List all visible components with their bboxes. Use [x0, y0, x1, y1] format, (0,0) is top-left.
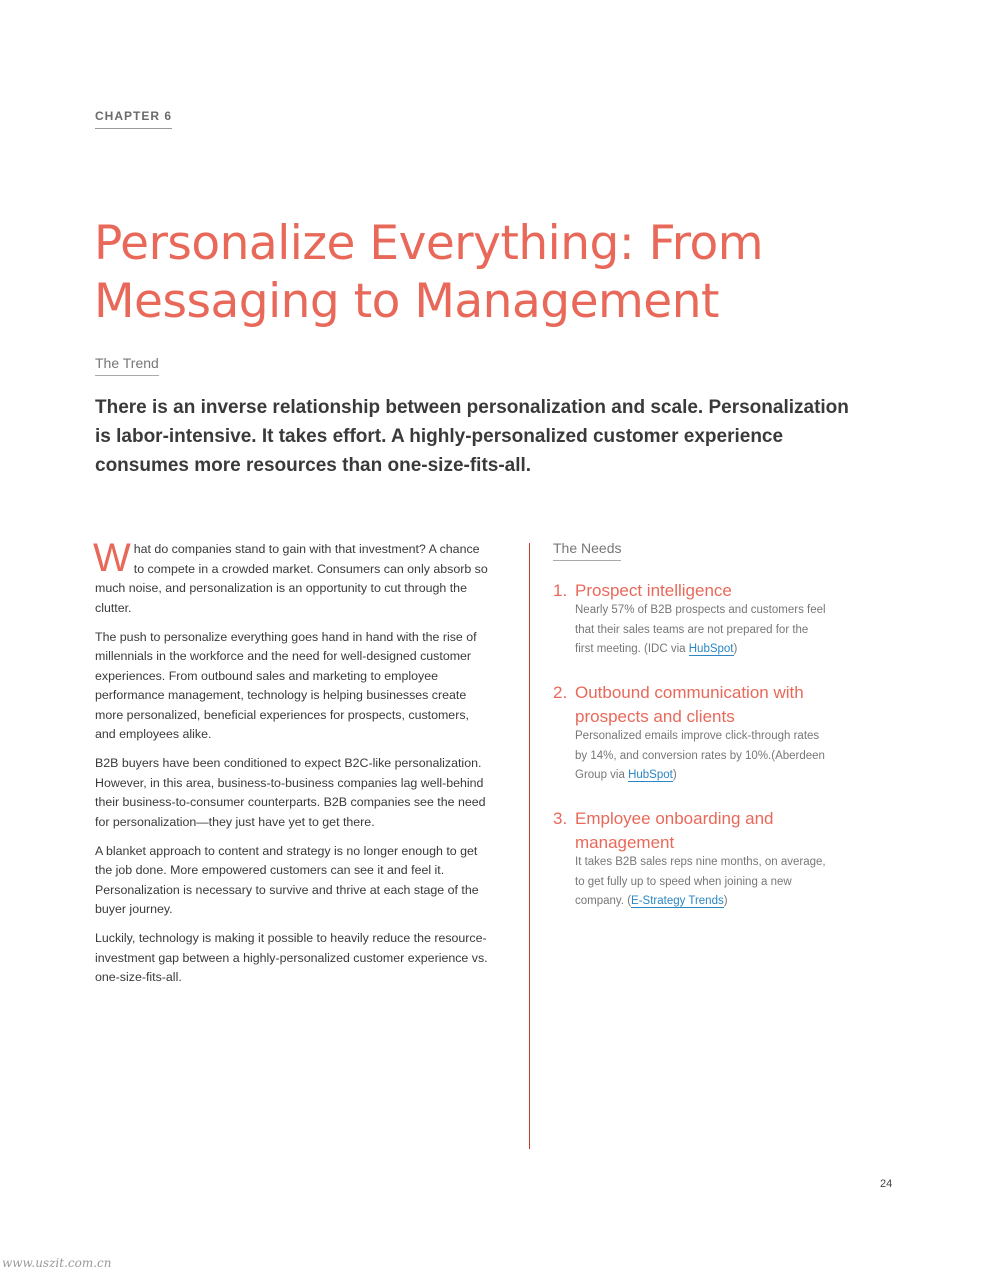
- need-body-2-text: Personalized emails improve click-through rates by 14%, and conversion rates by 10%.(Aberdeen Group via: [575, 730, 825, 781]
- need-body-2: [575, 727, 830, 786]
- need-body-1: [575, 601, 830, 660]
- chapter-label: CHAPTER 6: [95, 109, 172, 129]
- page-title: Personalize Everything: From Messaging to Management: [94, 216, 764, 329]
- need-source-link-1[interactable]: HubSpot: [688, 643, 734, 655]
- needs-label: The Needs: [553, 540, 621, 561]
- need-number-3: 3.: [553, 809, 568, 828]
- body-paragraph-5: Luckily, technology is making it possible to heavily reduce the resource-investment gap between a highly-personalized customer experience vs. one-size-fits-all.: [95, 931, 488, 984]
- trend-lede: There is an inverse relationship between personalization and scale. Personalization is labor-intensive. It takes effort. A highly-personalized customer experience consumes more resources than one-size-fits-all.: [95, 397, 849, 476]
- need-title-3: Employee onboarding and management: [575, 809, 774, 852]
- need-number-2: 2.: [553, 683, 568, 702]
- body-paragraph-1: [93, 536, 490, 618]
- trend-label: The Trend: [95, 355, 159, 376]
- need-body-2-end: ): [672, 769, 677, 781]
- need-number-1: 1.: [553, 581, 568, 600]
- need-body-3-text: It takes B2B sales reps nine months, on average, to get fully up to speed when joining a new company. (: [575, 856, 826, 907]
- column-divider: [529, 543, 530, 1149]
- body-paragraph-1-text: hat do companies stand to gain with that investment? A chance to compete in a crowded market. Consumers can only absorb so much noise, and personalization is an opportunity to cut through the clutter.: [95, 542, 488, 615]
- need-body-3: [575, 853, 830, 912]
- need-source-link-3[interactable]: E-Strategy Trends: [631, 895, 724, 907]
- need-body-1-end: ): [733, 643, 738, 655]
- page-number: 24: [880, 1178, 893, 1190]
- body-paragraph-2: The push to personalize everything goes hand in hand with the rise of millennials in the workforce and the need for well-designed customer experiences. From outbound sales and marketing to employee performance management, technology is helping businesses create more personalized, beneficial experiences for prospects, customers, and employees alike.: [95, 629, 477, 741]
- need-title-1: Prospect intelligence: [575, 581, 732, 600]
- need-body-3-end: ): [723, 895, 728, 907]
- body-paragraph-3: B2B buyers have been conditioned to expect B2C-like personalization. However, in this area, business-to-business companies lag well-behind their business-to-consumer counterparts. B2B companies see the need for personalization—they just have yet to get there.: [95, 756, 486, 829]
- body-paragraph-4: A blanket approach to content and strategy is no longer enough to get the job done. More empowered customers can see it and feel it. Personalization is necessary to survive and thrive at each stage of the buyer journey.: [95, 843, 479, 916]
- drop-cap: W: [93, 536, 131, 580]
- watermark: www.uszit.com.cn: [2, 1256, 112, 1270]
- need-source-link-2[interactable]: HubSpot: [628, 769, 673, 781]
- need-body-1-text: Nearly 57% of B2B prospects and customers feel that their sales teams are not prepared for the first meeting. (IDC via: [575, 604, 826, 655]
- need-title-2: Outbound communication with prospects and clients: [575, 683, 804, 726]
- body-column: [93, 536, 490, 997]
